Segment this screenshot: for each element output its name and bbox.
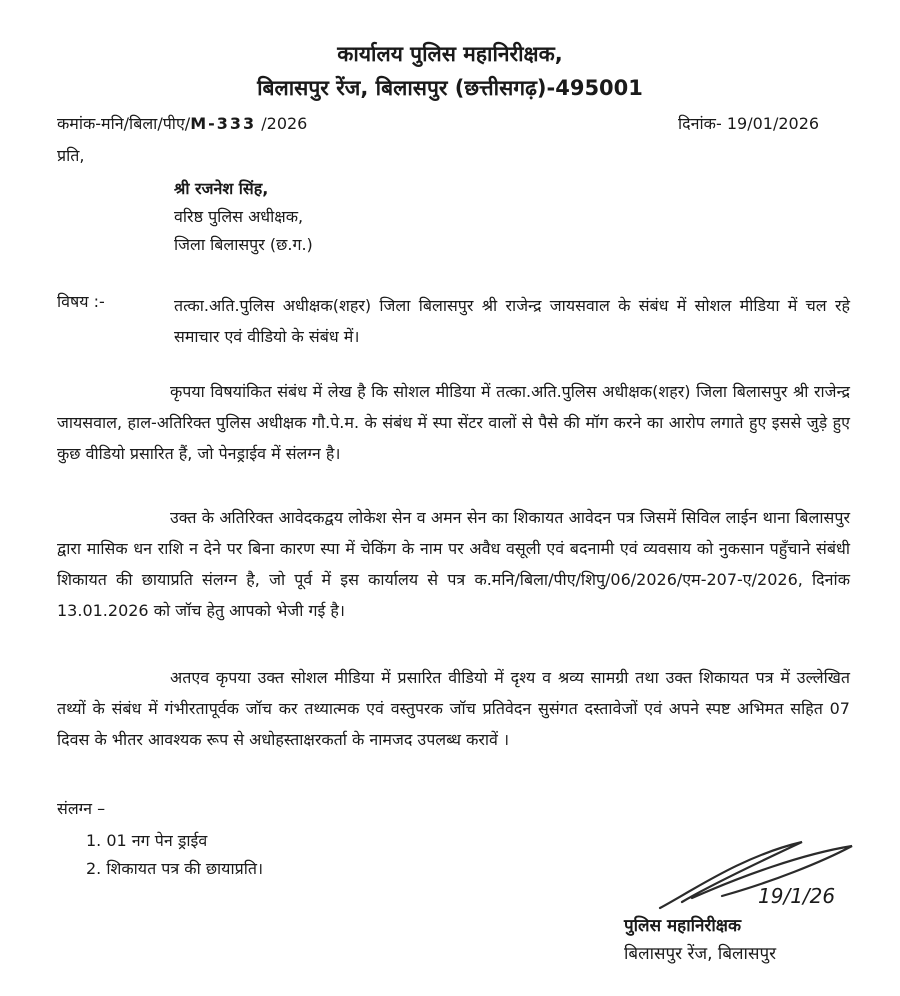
enclosure-list <box>86 827 263 883</box>
to-label: प्रति, <box>57 146 85 165</box>
reference-number <box>57 112 307 134</box>
reference-suffix: /2026 <box>256 114 308 133</box>
enclosure-label: संलग्न – <box>57 799 106 818</box>
addressee-designation: वरिष्ठ पुलिस अधीक्षक, <box>174 207 304 226</box>
body-paragraph-2: उक्त के अतिरिक्त आवेदकद्वय लोकेश सेन व अमन सेन का शिकायत आवेदन पत्र जिसमें सिविल लाईन थाना बिलासपुर द्वारा मासिक धन राशि न देने पर बिना कारण स्पा में चेकिंग के नाम पर अवैध वसूली एवं बदनामी एवं व्यवसाय को नुकसान पहुँचाने संबंधी शिकायत की छायाप्रति संलग्न है, जो पूर्व में इस कार्यालय से पत्र क.मनि/बिला/पीए/शिपु/06/2026/एम-207-ए/2026, दिनांक 13.01.2026 को जॉच हेतु आपको भेजी गई है। <box>57 508 850 620</box>
office-title: कार्यालय पुलिस महानिरीक्षक, <box>337 42 563 66</box>
subject-text: तत्का.अति.पुलिस अधीक्षक(शहर) जिला बिलासपुर श्री राजेन्द्र जायसवाल के संबंध में सोशल मीडिया में चल रहे समाचार एवं वीडियो के संबंध में। <box>174 296 850 346</box>
date-value: 19/01/2026 <box>726 114 820 133</box>
signature-date: 19/1/26 <box>758 884 836 908</box>
reference-prefix: कमांक-मनि/बिला/पीए/ <box>57 114 191 133</box>
signatory-office: बिलासपुर रेंज, बिलासपुर <box>624 944 777 964</box>
enclosure-item: 1. 01 नग पेन ड्राईव <box>86 831 208 850</box>
enclosure-item: 2. शिकायत पत्र की छायाप्रति। <box>86 859 264 878</box>
date-label: दिनांक- <box>678 114 722 133</box>
signatory-block <box>624 912 776 968</box>
letter-date <box>678 112 819 134</box>
office-address: बिलासपुर रेंज, बिलासपुर (छत्तीसगढ़)-495001 <box>257 76 643 100</box>
signatory-designation: पुलिस महानिरीक्षक <box>624 916 742 936</box>
addressee-name: श्री रजनेश सिंह, <box>174 179 269 198</box>
body-paragraph-1: कृपया विषयांकित संबंध में लेख है कि सोशल मीडिया में तत्का.अति.पुलिस अधीक्षक(शहर) जिला बिलासपुर श्री राजेन्द्र जायसवाल, हाल-अतिरिक्त पुलिस अधीक्षक गौ.पे.म. के संबंध में स्पा सेंटर वालों से पैसे की मॉग करने का आरोप लगाते हुए इससे जुड़े हुए कुछ वीडियो प्रसारित हैं, जो पेनड्राईव में संलग्न है। <box>57 382 850 463</box>
addressee-district: जिला बिलासपुर (छ.ग.) <box>174 235 313 254</box>
body-paragraph-3: अतएव कृपया उक्त सोशल मीडिया में प्रसारित वीडियो में दृश्य व श्रव्य सामग्री तथा उक्त शिकायत पत्र में उल्लेखित तथ्यों के संबंध में गंभीरतापूर्वक जॉच कर तथ्यात्मक एवं वस्तुपरक जॉच प्रतिवेदन सुसंगत दस्तावेजों एवं अपने स्पष्ट अभिमत सहित 07 दिवस के भीतर आवश्यक रूप से अधोहस्ताक्षरकर्ता के नामजद उपलब्ध करावें । <box>57 668 850 749</box>
subject-label: विषय :- <box>57 292 105 311</box>
reference-handwritten-number: M-333 <box>190 114 257 133</box>
